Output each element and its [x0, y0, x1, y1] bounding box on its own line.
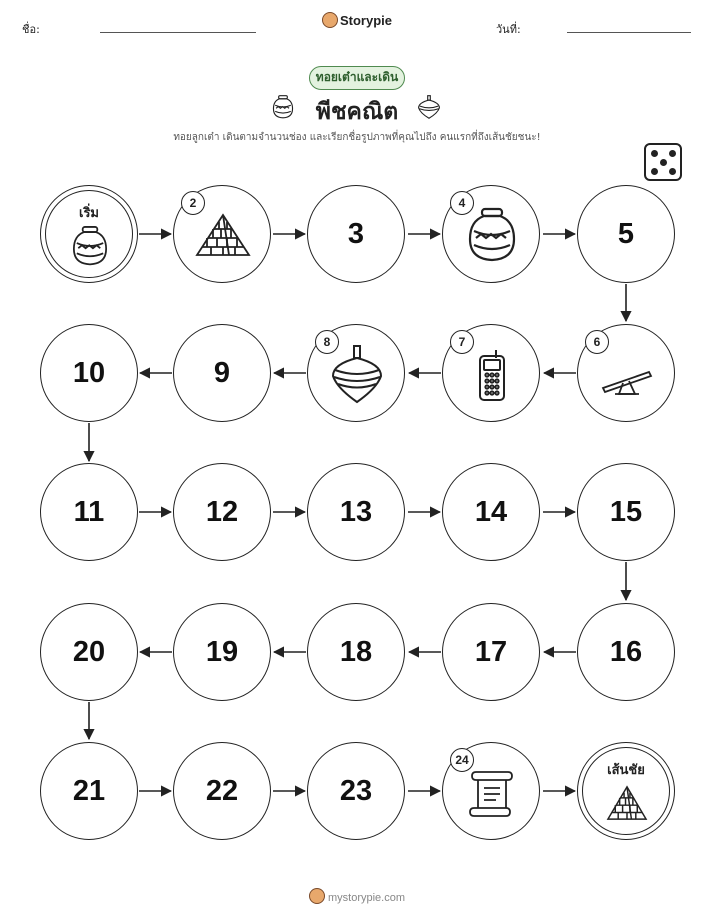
board-cell-22[interactable] [173, 742, 271, 840]
cell-number-badge: 8 [315, 330, 339, 354]
pyramid-icon [193, 205, 253, 265]
cell-number: 17 [474, 635, 508, 668]
board-cell-21[interactable] [40, 742, 138, 840]
start-label: เริ่ม [79, 206, 99, 221]
phone-icon [462, 344, 522, 404]
cell-number: 10 [72, 356, 106, 389]
brand-name: Storypie [339, 13, 392, 28]
cell-number: 12 [205, 495, 239, 528]
cell-number: 18 [339, 635, 373, 668]
cell-number: 20 [72, 635, 106, 668]
page-title: พีชคณิต [315, 99, 399, 125]
board-cell-finish[interactable] [577, 742, 675, 840]
board-cell-12[interactable] [173, 463, 271, 561]
cell-number: 19 [205, 635, 239, 668]
board-cell-23[interactable] [307, 742, 405, 840]
cell-number: 15 [609, 495, 643, 528]
activity-badge: ทอยเต๋าและเดิน [309, 66, 405, 90]
board-cell-19[interactable] [173, 603, 271, 701]
board-cell-5[interactable] [577, 185, 675, 283]
name-label: ชื่อ: [22, 23, 40, 36]
cell-number: 5 [617, 217, 635, 250]
footer [0, 888, 714, 904]
board-cell-7[interactable] [442, 324, 540, 422]
board-cell-14[interactable] [442, 463, 540, 561]
board-cell-15[interactable] [577, 463, 675, 561]
pyramid-icon [605, 781, 649, 825]
jar-icon [68, 224, 112, 268]
board-cell-6[interactable] [577, 324, 675, 422]
board-cell-start[interactable] [40, 185, 138, 283]
jar-icon [462, 205, 522, 265]
cell-number: 21 [72, 774, 106, 807]
cell-number-badge: 7 [450, 330, 474, 354]
board-cell-17[interactable] [442, 603, 540, 701]
spinning-top-icon [327, 344, 387, 404]
date-label: วันที่: [496, 23, 521, 36]
cell-number-badge: 24 [450, 748, 474, 772]
board-cell-24[interactable] [442, 742, 540, 840]
board-cell-2[interactable] [173, 185, 271, 283]
cell-number: 13 [339, 495, 373, 528]
cell-number: 14 [474, 495, 508, 528]
seesaw-icon [597, 344, 657, 404]
finish-label: เส้นชัย [607, 763, 645, 778]
storypie-logo-icon [309, 888, 325, 904]
cell-number-badge: 4 [450, 191, 474, 215]
scroll-icon [462, 762, 522, 822]
board-cell-9[interactable] [173, 324, 271, 422]
board-cell-16[interactable] [577, 603, 675, 701]
board-cell-10[interactable] [40, 324, 138, 422]
footer-url[interactable]: mystorypie.com [327, 892, 406, 904]
cell-number: 3 [347, 217, 365, 250]
cell-number: 9 [213, 356, 231, 389]
board-cell-20[interactable] [40, 603, 138, 701]
cell-number-badge: 6 [585, 330, 609, 354]
board-cell-8[interactable] [307, 324, 405, 422]
board-cell-18[interactable] [307, 603, 405, 701]
board-cell-3[interactable] [307, 185, 405, 283]
instructions: ทอยลูกเต๋า เดินตามจำนวนช่อง และเรียกชื่อรูปภาพที่คุณไปถึง คนแรกที่ถึงเส้นชัยชนะ! [173, 132, 541, 143]
board-cell-11[interactable] [40, 463, 138, 561]
cell-number: 11 [73, 495, 105, 528]
cell-number: 23 [339, 774, 373, 807]
board-cell-4[interactable] [442, 185, 540, 283]
board-cell-13[interactable] [307, 463, 405, 561]
cell-number: 16 [609, 635, 643, 668]
cell-number: 22 [205, 774, 239, 807]
cell-number-badge: 2 [181, 191, 205, 215]
